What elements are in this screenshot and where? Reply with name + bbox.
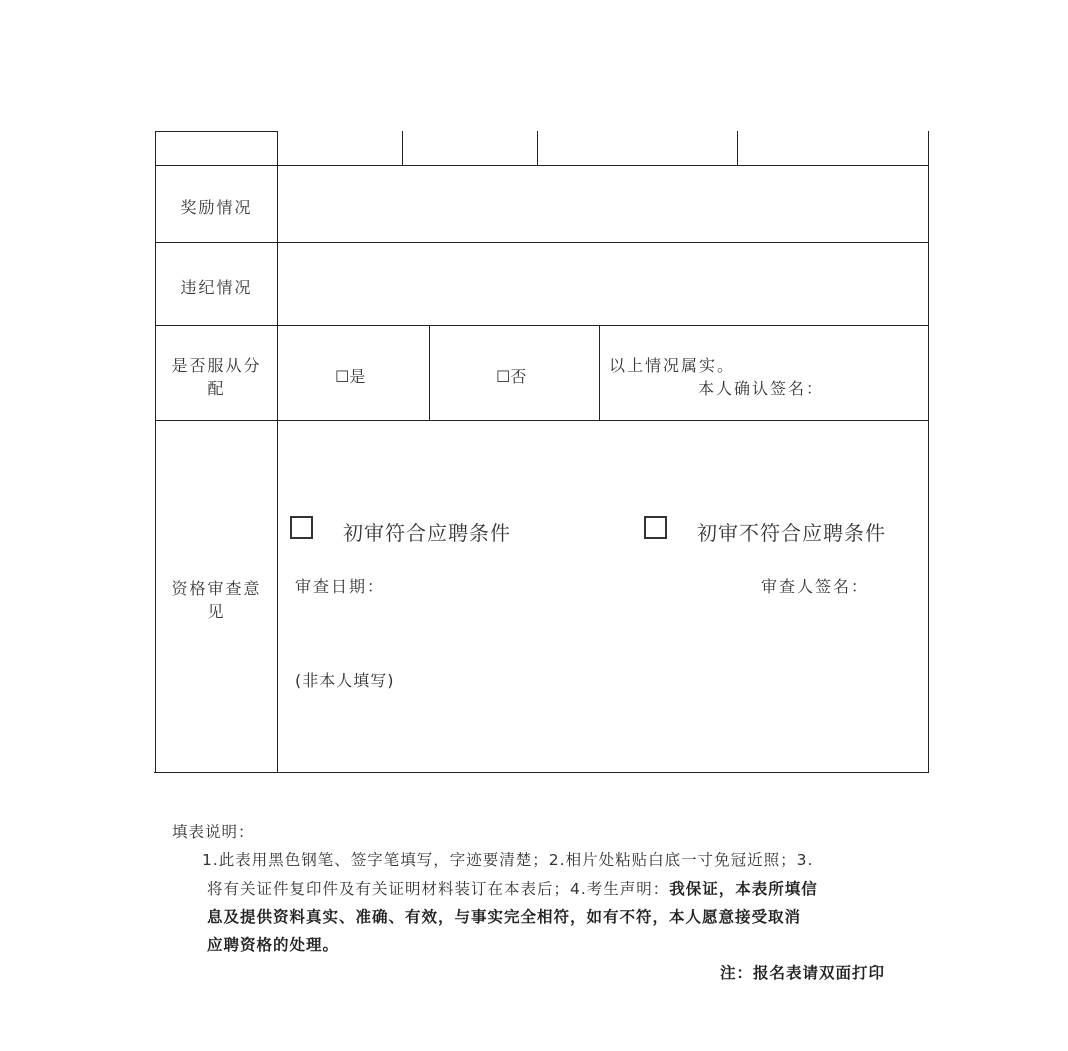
table-line (599, 325, 600, 421)
self-signature-label: 本人确认签名： (698, 379, 825, 398)
confirm-statement: 以上情况属实。 (609, 356, 736, 375)
pass-option-label: 初审符合应聘条件 (343, 521, 511, 545)
option-no[interactable]: ☐否 (496, 367, 527, 386)
table-line (154, 772, 929, 773)
table-line (737, 131, 738, 166)
review-label-line1: 资格审查意 (171, 579, 262, 598)
review-label-line2: 见 (207, 602, 226, 621)
pass-checkbox[interactable] (290, 516, 313, 539)
instructions-line2-text: 将有关证件复印件及有关证明材料装订在本表后；4.考生声明： (207, 880, 670, 898)
table-line (155, 131, 277, 132)
declaration-line4: 应聘资格的处理。 (207, 936, 340, 954)
instructions-title: 填表说明： (172, 823, 255, 841)
table-line (155, 131, 156, 773)
declaration-line3: 息及提供资料真实、准确、有效，与事实完全相符，如有不符，本人愿意接受取消 (207, 908, 802, 926)
print-note: 注：报名表请双面打印 (720, 964, 886, 982)
table-line (429, 325, 430, 421)
table-line (155, 325, 929, 326)
table-line (155, 165, 929, 166)
fail-option-label: 初审不符合应聘条件 (697, 521, 886, 545)
awards-label: 奖励情况 (180, 198, 253, 217)
fail-checkbox[interactable] (644, 516, 667, 539)
option-yes[interactable]: ☐是 (335, 367, 366, 386)
table-line (537, 131, 538, 166)
reviewer-signature-label: 审查人签名： (761, 577, 870, 596)
instructions-line2 (207, 877, 818, 899)
table-line (155, 420, 929, 421)
not-self-note: (非本人填写) (295, 671, 395, 690)
table-line (402, 131, 403, 166)
table-line (277, 131, 278, 773)
table-line (155, 242, 929, 243)
table-line (928, 131, 929, 773)
declaration-text: 我保证，本表所填信 (669, 880, 818, 898)
review-date-label: 审查日期： (295, 577, 386, 596)
assignment-label-line1: 是否服从分 (171, 356, 262, 375)
instructions-line1: 1.此表用黑色钢笔、签字笔填写，字迹要清楚；2.相片处粘贴白底一寸免冠近照；3. (202, 851, 814, 869)
assignment-label-line2: 配 (207, 379, 226, 398)
violations-label: 违纪情况 (180, 278, 253, 297)
